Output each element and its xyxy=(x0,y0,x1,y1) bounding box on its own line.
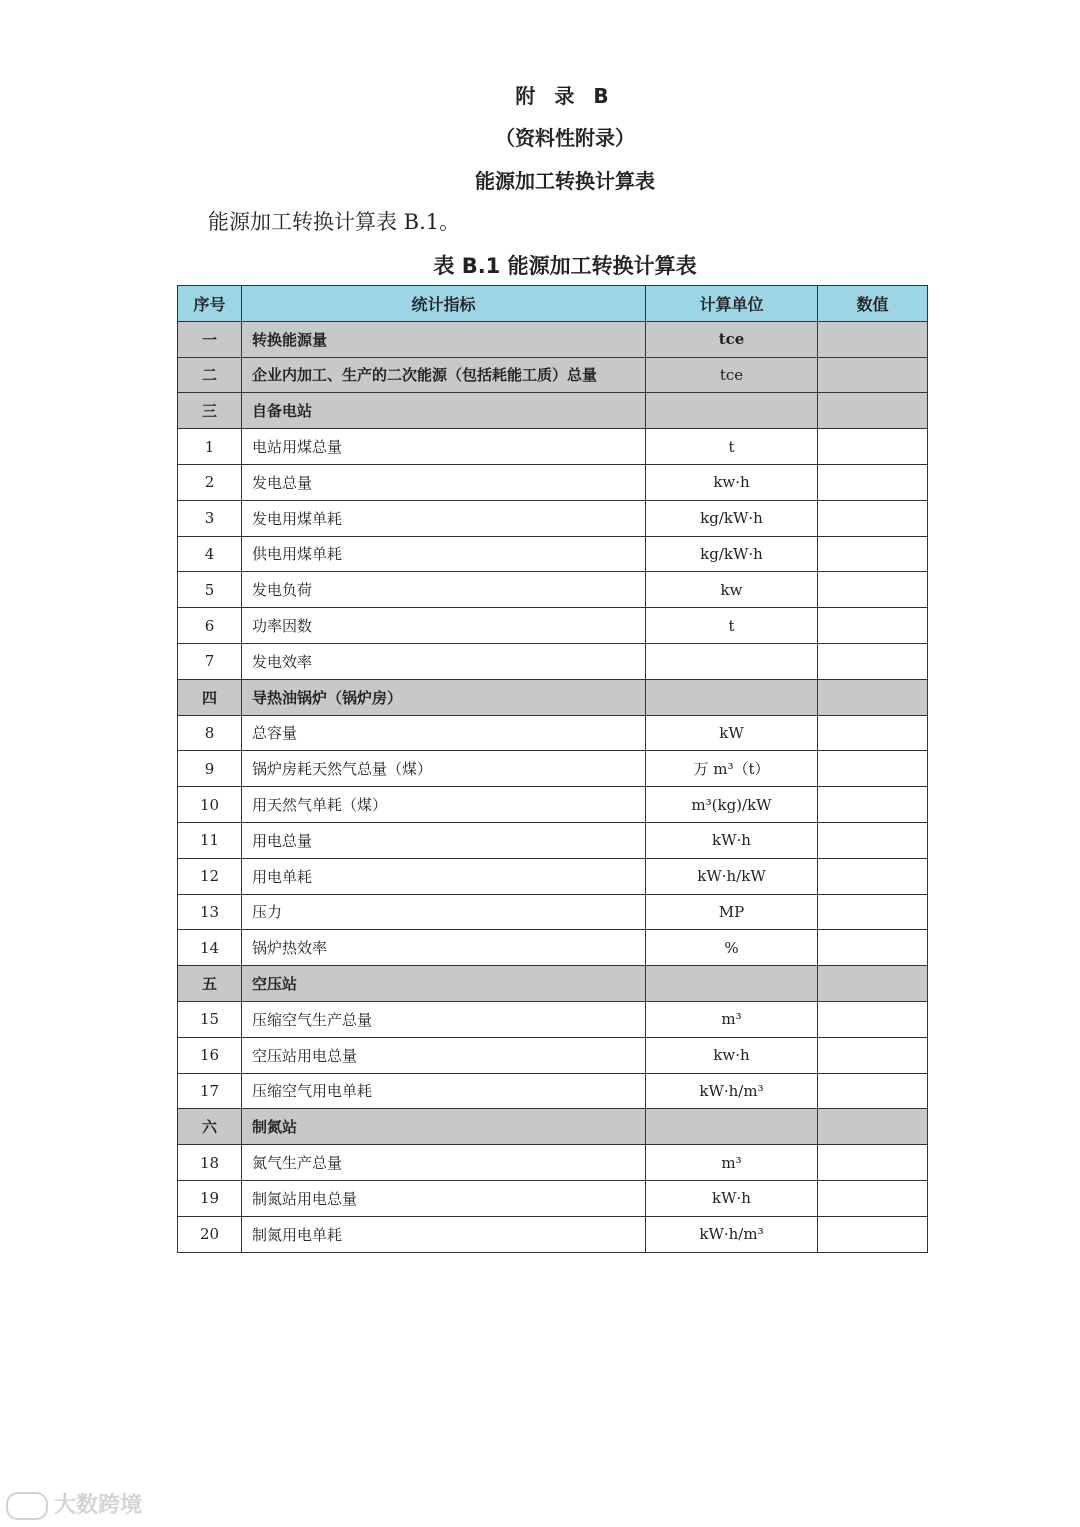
row-unit xyxy=(646,1109,818,1145)
row-value xyxy=(818,679,928,715)
table-row xyxy=(178,357,928,393)
row-index: 14 xyxy=(178,930,242,966)
row-value xyxy=(818,1001,928,1037)
row-unit: kg/kW·h xyxy=(646,536,818,572)
row-value xyxy=(818,464,928,500)
row-index: 二 xyxy=(178,357,242,393)
table-row xyxy=(178,751,928,787)
row-value xyxy=(818,1037,928,1073)
table-row xyxy=(178,393,928,429)
table-row xyxy=(178,1109,928,1145)
row-unit xyxy=(646,643,818,679)
row-unit xyxy=(646,679,818,715)
row-unit: m³(kg)/kW xyxy=(646,787,818,823)
row-indicator: 锅炉热效率 xyxy=(242,930,646,966)
row-value xyxy=(818,357,928,393)
row-unit xyxy=(646,393,818,429)
row-value xyxy=(818,321,928,357)
row-indicator: 用天然气单耗（煤） xyxy=(242,787,646,823)
row-value xyxy=(818,715,928,751)
row-index: 11 xyxy=(178,822,242,858)
row-unit: kW xyxy=(646,715,818,751)
row-indicator: 制氮站 xyxy=(242,1109,646,1145)
row-index: 8 xyxy=(178,715,242,751)
row-unit: kw·h xyxy=(646,1037,818,1073)
table-row xyxy=(178,500,928,536)
row-unit: kw xyxy=(646,572,818,608)
row-unit: m³ xyxy=(646,1145,818,1181)
row-value xyxy=(818,858,928,894)
table-row xyxy=(178,608,928,644)
row-indicator: 空压站 xyxy=(242,966,646,1002)
table-row xyxy=(178,966,928,1002)
row-index: 19 xyxy=(178,1180,242,1216)
row-index: 7 xyxy=(178,643,242,679)
table-row xyxy=(178,429,928,465)
watermark-logo xyxy=(6,1488,142,1520)
table-row xyxy=(178,464,928,500)
row-value xyxy=(818,894,928,930)
table-row xyxy=(178,679,928,715)
row-index: 六 xyxy=(178,1109,242,1145)
row-indicator: 发电效率 xyxy=(242,643,646,679)
row-indicator: 用电总量 xyxy=(242,822,646,858)
table-row xyxy=(178,930,928,966)
row-index: 五 xyxy=(178,966,242,1002)
row-indicator: 压缩空气用电单耗 xyxy=(242,1073,646,1109)
row-indicator: 制氮用电单耗 xyxy=(242,1216,646,1252)
row-value xyxy=(818,1180,928,1216)
row-index: 5 xyxy=(178,572,242,608)
row-indicator: 导热油锅炉（锅炉房） xyxy=(242,679,646,715)
intro-text: 能源加工转换计算表 B.1。 xyxy=(208,210,461,234)
row-indicator: 用电单耗 xyxy=(242,858,646,894)
row-index: 2 xyxy=(178,464,242,500)
header-unit: 计算单位 xyxy=(646,286,818,322)
row-value xyxy=(818,608,928,644)
row-indicator: 电站用煤总量 xyxy=(242,429,646,465)
row-indicator: 发电负荷 xyxy=(242,572,646,608)
table-row xyxy=(178,572,928,608)
row-index: 1 xyxy=(178,429,242,465)
table-header-row xyxy=(178,286,928,322)
table-row xyxy=(178,715,928,751)
table-row xyxy=(178,1216,928,1252)
row-indicator: 发电总量 xyxy=(242,464,646,500)
row-indicator: 功率因数 xyxy=(242,608,646,644)
table-row xyxy=(178,1180,928,1216)
row-unit: t xyxy=(646,608,818,644)
row-index: 4 xyxy=(178,536,242,572)
row-index: 18 xyxy=(178,1145,242,1181)
table-row xyxy=(178,1073,928,1109)
row-unit: % xyxy=(646,930,818,966)
row-index: 三 xyxy=(178,393,242,429)
row-unit: kW·h/m³ xyxy=(646,1216,818,1252)
row-indicator: 总容量 xyxy=(242,715,646,751)
row-index: 四 xyxy=(178,679,242,715)
row-value xyxy=(818,500,928,536)
table-row xyxy=(178,858,928,894)
row-indicator: 空压站用电总量 xyxy=(242,1037,646,1073)
row-index: 20 xyxy=(178,1216,242,1252)
row-indicator: 锅炉房耗天然气总量（煤） xyxy=(242,751,646,787)
appendix-subject: 能源加工转换计算表 xyxy=(475,169,655,193)
header-value: 数值 xyxy=(818,286,928,322)
row-value xyxy=(818,822,928,858)
row-unit: kW·h/kW xyxy=(646,858,818,894)
row-unit: m³ xyxy=(646,1001,818,1037)
row-index: 12 xyxy=(178,858,242,894)
table-caption: 表 B.1 能源加工转换计算表 xyxy=(433,254,697,278)
row-value xyxy=(818,1145,928,1181)
row-index: 9 xyxy=(178,751,242,787)
energy-conversion-table xyxy=(177,285,928,1253)
row-unit: kg/kW·h xyxy=(646,500,818,536)
row-indicator: 企业内加工、生产的二次能源（包括耗能工质）总量 xyxy=(242,357,646,393)
row-value xyxy=(818,930,928,966)
row-index: 15 xyxy=(178,1001,242,1037)
row-index: 一 xyxy=(178,321,242,357)
row-indicator: 供电用煤单耗 xyxy=(242,536,646,572)
row-unit: t xyxy=(646,429,818,465)
appendix-note: （资料性附录） xyxy=(495,126,635,150)
row-value xyxy=(818,536,928,572)
row-indicator: 压缩空气生产总量 xyxy=(242,1001,646,1037)
row-unit: tce xyxy=(646,321,818,357)
row-value xyxy=(818,1073,928,1109)
row-unit: kW·h xyxy=(646,1180,818,1216)
table-row xyxy=(178,1037,928,1073)
row-unit: kw·h xyxy=(646,464,818,500)
row-unit xyxy=(646,966,818,1002)
row-indicator: 制氮站用电总量 xyxy=(242,1180,646,1216)
table-row xyxy=(178,894,928,930)
table-row xyxy=(178,787,928,823)
row-value xyxy=(818,787,928,823)
table-row xyxy=(178,1001,928,1037)
row-value xyxy=(818,572,928,608)
row-indicator: 压力 xyxy=(242,894,646,930)
table-row xyxy=(178,1145,928,1181)
row-indicator: 转换能源量 xyxy=(242,321,646,357)
row-unit: 万 m³（t） xyxy=(646,751,818,787)
row-value xyxy=(818,643,928,679)
watermark-icon xyxy=(6,1492,48,1520)
row-unit: kW·h/m³ xyxy=(646,1073,818,1109)
table-row xyxy=(178,321,928,357)
row-index: 6 xyxy=(178,608,242,644)
row-value xyxy=(818,429,928,465)
row-unit: kW·h xyxy=(646,822,818,858)
row-unit: tce xyxy=(646,357,818,393)
row-value xyxy=(818,751,928,787)
row-value xyxy=(818,393,928,429)
header-index: 序号 xyxy=(178,286,242,322)
row-index: 3 xyxy=(178,500,242,536)
row-index: 13 xyxy=(178,894,242,930)
table-row xyxy=(178,822,928,858)
row-index: 17 xyxy=(178,1073,242,1109)
watermark-text: 大数跨境 xyxy=(54,1493,143,1518)
row-value xyxy=(818,1109,928,1145)
table-row xyxy=(178,643,928,679)
row-value xyxy=(818,1216,928,1252)
row-index: 16 xyxy=(178,1037,242,1073)
row-value xyxy=(818,966,928,1002)
appendix-title: 附 录 B xyxy=(515,84,615,108)
row-indicator: 自备电站 xyxy=(242,393,646,429)
row-unit: MP xyxy=(646,894,818,930)
row-indicator: 发电用煤单耗 xyxy=(242,500,646,536)
header-indicator: 统计指标 xyxy=(242,286,646,322)
table-row xyxy=(178,536,928,572)
row-indicator: 氮气生产总量 xyxy=(242,1145,646,1181)
row-index: 10 xyxy=(178,787,242,823)
